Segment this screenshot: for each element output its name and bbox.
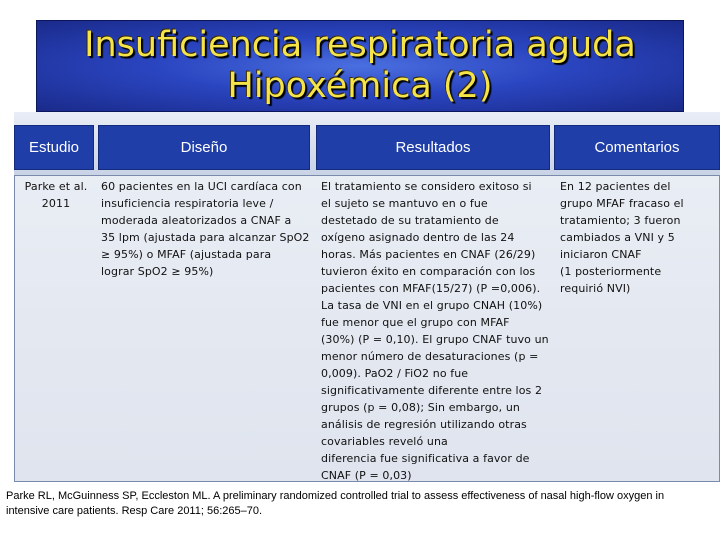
- comentarios-line: requirió NVI): [560, 282, 631, 295]
- cell-comentarios: [560, 178, 720, 297]
- resultados-line: fue menor que el grupo con MFAF: [321, 316, 510, 329]
- diseno-line: insuficiencia respiratoria leve /: [101, 197, 274, 210]
- resultados-line: grupos (p = 0,08); Sin embargo, un: [321, 401, 520, 414]
- resultados-line: tuvieron éxito en comparación con los: [321, 265, 536, 278]
- comentarios-line: (1 posteriormente: [560, 265, 662, 278]
- comentarios-line: cambiados a VNI y 5: [560, 231, 675, 244]
- cell-estudio: [16, 178, 96, 212]
- comentarios-line: En 12 pacientes del: [560, 180, 671, 193]
- comentarios-line: grupo MFAF fracaso el: [560, 197, 684, 210]
- resultados-line: La tasa de VNI en el grupo CNAH (10%): [321, 299, 543, 312]
- estudio-line: Parke et al.: [24, 180, 88, 193]
- cell-diseno: [101, 178, 315, 280]
- resultados-line: pacientes con MFAF(15/27) (P =0,006).: [321, 282, 541, 295]
- diseno-line: lograr SpO2 ≥ 95%): [101, 265, 214, 278]
- header-diseno: Diseño: [98, 125, 310, 170]
- resultados-line: diferencia fue significativa a favor de: [321, 452, 530, 465]
- diseno-line: 35 lpm (ajustada para alcanzar SpO2: [101, 231, 310, 244]
- resultados-line: oxígeno asignado dentro de las 24: [321, 231, 515, 244]
- resultados-line: El tratamiento se considero exitoso si: [321, 180, 532, 193]
- resultados-line: significativamente diferente entre los 2: [321, 384, 543, 397]
- resultados-line: menor número de desaturaciones (p =: [321, 350, 539, 363]
- resultados-line: 0,009). PaO2 / FiO2 no fue: [321, 367, 469, 380]
- resultados-line: (30%) (P = 0,10). El grupo CNAF tuvo un: [321, 333, 549, 346]
- cell-resultados: [321, 178, 553, 484]
- resultados-line: el sujeto se mantuvo en o fue: [321, 197, 488, 210]
- diseno-line: moderada aleatorizados a CNAF a: [101, 214, 292, 227]
- page-title-line-2: Hipoxémica (2): [227, 66, 493, 106]
- resultados-line: covariables reveló una: [321, 435, 448, 448]
- header-comentarios: Comentarios: [554, 125, 720, 170]
- estudio-line: 2011: [41, 197, 71, 210]
- header-estudio: Estudio: [14, 125, 94, 170]
- diseno-line: 60 pacientes en la UCI cardíaca con: [101, 180, 302, 193]
- page-title-line-1: Insuficiencia respiratoria aguda: [84, 25, 636, 65]
- diseno-line: ≥ 95%) o MFAF (ajustada para: [101, 248, 272, 261]
- resultados-line: destetado de su tratamiento de: [321, 214, 499, 227]
- header-resultados: Resultados: [316, 125, 550, 170]
- citation: Parke RL, McGuinness SP, Eccleston ML. A preliminary randomized controlled trial to assess effectiveness of nasal high-flow oxygen in intensive care patients. Resp Care 2011; 56:265–70.: [6, 490, 665, 517]
- comentarios-line: iniciaron CNAF: [560, 248, 642, 261]
- resultados-line: horas. Más pacientes en CNAF (26/29): [321, 248, 536, 261]
- resultados-line: análisis de regresión utilizando otras: [321, 418, 527, 431]
- title-banner: [36, 20, 684, 112]
- resultados-line: CNAF (P = 0,03): [321, 469, 412, 482]
- comentarios-line: tratamiento; 3 fueron: [560, 214, 681, 227]
